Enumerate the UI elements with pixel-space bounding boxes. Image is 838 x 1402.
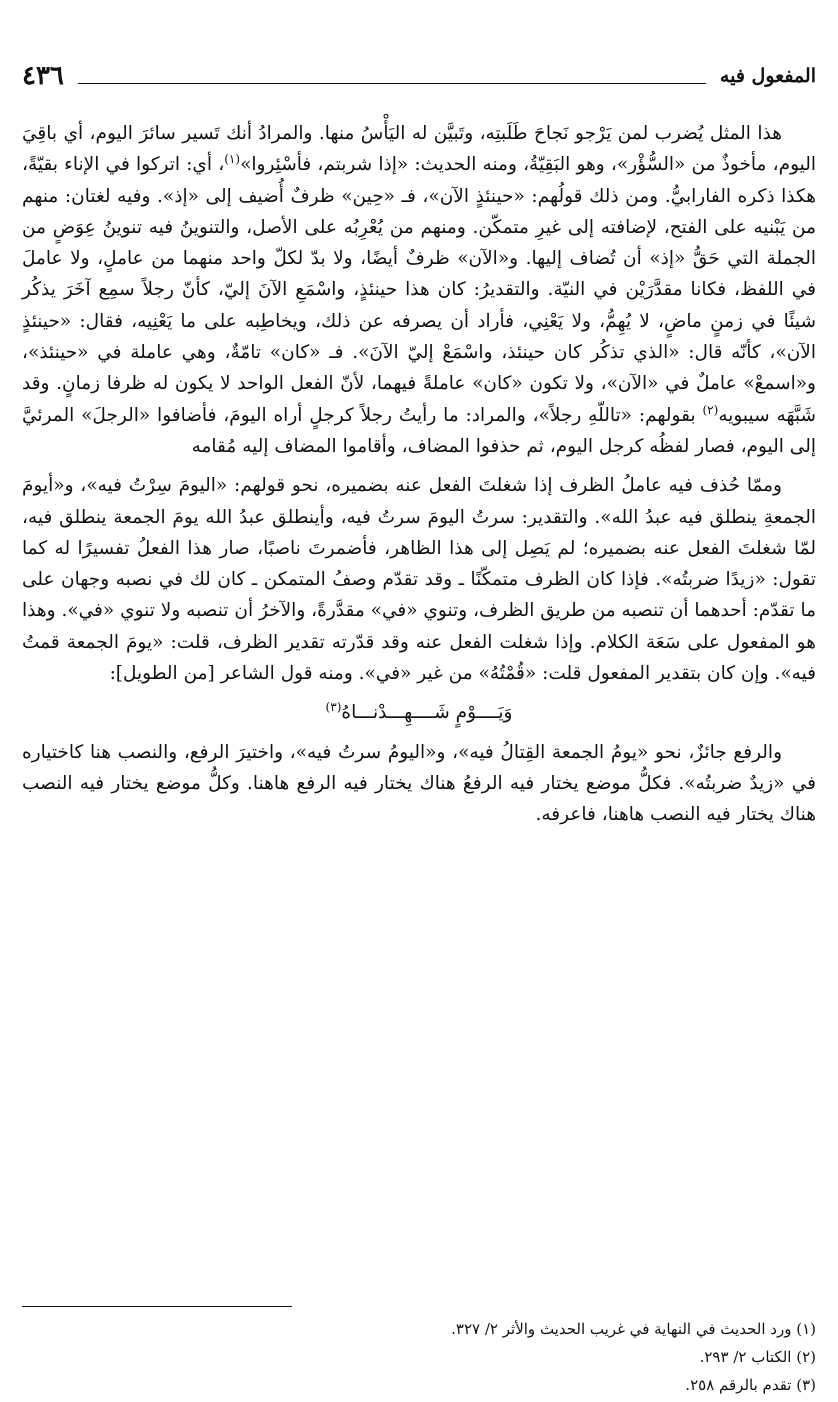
footnote-ref: (١) <box>224 152 241 167</box>
verse-text: وَيَــــوْمٍ شَــــهِـــدْنـــاهُ <box>341 702 513 724</box>
footnote: (٣) تقدم بالرقم ٢٥٨. <box>685 1376 816 1394</box>
paragraph-text: هذا المثل يُضرب لمن يَرْجو نَجاحَ طَلَبتِه، وتَبيَّن له اليَأْسُ منها. والمرادُ أنك تَسير سائرَ اليوم، أي باقِيَ اليوم، مأخوذٌ من «السُّؤْر»، وهو البَقِيّةُ، ومنه الحديث: «إذا شربتم، فأسْئِروا» <box>22 123 816 176</box>
footnote: (٢) الكتاب ٢/ ٢٩٣. <box>699 1348 816 1366</box>
header-rule <box>78 83 706 84</box>
verse-line <box>22 697 816 728</box>
paragraph-text: ، أي: اتركوا في الإناء بقيّةً، هكذا ذكره الفارابيُّ. ومن ذلك قولُهم: «حينئذٍ الآن»، فـ «حِين» ظرفٌ أُضيف إلى «إذ». وفيه لغتان: منهم من يَبْنيه على الفتح، لإضافته إلى غيرِ متمكّن. ومنهم من يُعْرِبُه على الأصل، والتنوينُ فيه تنوينُ عِوَضٍ من الجملة التي حَقُّ «إذ» أن تُضاف إليها. و«الآن» ظرفٌ أيضًا، ولا بدّ لكلّ واحد منهما من عاملٍ، ولا عاملَ في اللفظ، فكانا مقدَّرَيْن في النيّة. والتقديرُ: كان هذا حينئذٍ، واسْمَعِ الآنَ إليّ، كأنّ رجلاً سمِع آخَرَ يذكُر شيئًا في زمنٍ ماضٍ، لا يُهِمُّ، ولا يَعْنِي، فأراد أن يصرفه عن ذلك، ويخاطِبه على ما يَعْنِيه، فقال: «حينئذٍ الآن»، كأنّه قال: «الذي تذكُر كان حينئذ، واسْمَعْ إليّ الآنَ». فـ «كان» تامّةٌ، وهي عاملة في «حينئذ»، و«اسمعْ» عاملٌ في «الآن»، ولا تكون «كان» عاملةً فيهما، لأنّ الفعل الواحد لا يكون له ظرفا زمانٍ. وقد شَبَّهَه سيبويه <box>22 154 816 426</box>
paragraph-text: بقولهم: «تاللّهِ رجلاً»، والمراد: ما رأيتُ رجلاً كرجلٍ أراه اليومَ، فأضافوا «الرجلَ» المرئيَّ إلى اليوم، فصار لفظُه كرجل اليوم، ثم حذفوا المضاف، وأقاموا المضاف إليه مُقامه <box>22 404 816 457</box>
footnote-ref: (٣) <box>325 700 342 715</box>
footnote-ref: (٢) <box>702 402 719 417</box>
running-title: المفعول فيه <box>719 65 816 87</box>
footnote-separator <box>22 1306 292 1307</box>
footnotes <box>22 1318 816 1402</box>
footnote: (١) ورد الحديث في النهاية في غريب الحديث والأثر ٢/ ٣٢٧. <box>451 1320 816 1338</box>
paragraph <box>22 118 816 462</box>
paragraph: والرفع جائزٌ، نحو «يومُ الجمعة القِتالُ فيه»، و«اليومُ سرتُ فيه»، واختيرَ الرفع، والنصب هنا كاختياره في «زيدٌ ضربتُه». فكلُّ موضع يختار فيه الرفعُ هناك يختار فيه الرفع هاهنا. وكلُّ موضع يختار فيه النصب هناك يختار فيه النصب هاهنا، فاعرفه. <box>22 741 816 826</box>
paragraph: وممّا حُذف فيه عاملُ الظرف إذا شغلتَ الفعل عنه بضميره، نحو قولهم: «اليومَ سِرْتُ فيه»، و«أيومَ الجمعةِ ينطلق فيه عبدُ الله». والتقدير: سرتُ اليومَ سرتُ فيه، وأينطلق عبدُ الله يومَ الجمعة ينطلق فيه، لمّا شغلتَ الفعل عنه بضميره؛ لم يَصِل إلى هذا الظاهر، فأضمرتَ ناصبًا، صار هذا الفعلُ تفسيرًا له كما تقول: «زيدًا ضربتُه». فإذا كان الظرف متمكّنًا ـ وقد تقدّم وصفُ المتمكن ـ كان لك في نصبه وجهان على ما تقدّم: أحدهما أن تنصبه من طريق الظرف، وتنوي «في» مقدَّرةً، والآخرُ أن تنصبه ولا تنوي «في». وهذا هو المفعول على سَعَة الكلام. وإذا شغلت الفعل عنه وقد قدّرته تقدير الظرف، قلت: «يومَ الجمعة قمتُ فيه». وإن كان بتقدير المفعول قلت: «قُمْتُهُ» من غير «في». ومنه قول الشاعر [من الطويل]: <box>22 475 816 685</box>
page-header <box>22 56 816 90</box>
body-text <box>22 118 816 831</box>
page-number: ٤٣٦ <box>22 61 64 91</box>
